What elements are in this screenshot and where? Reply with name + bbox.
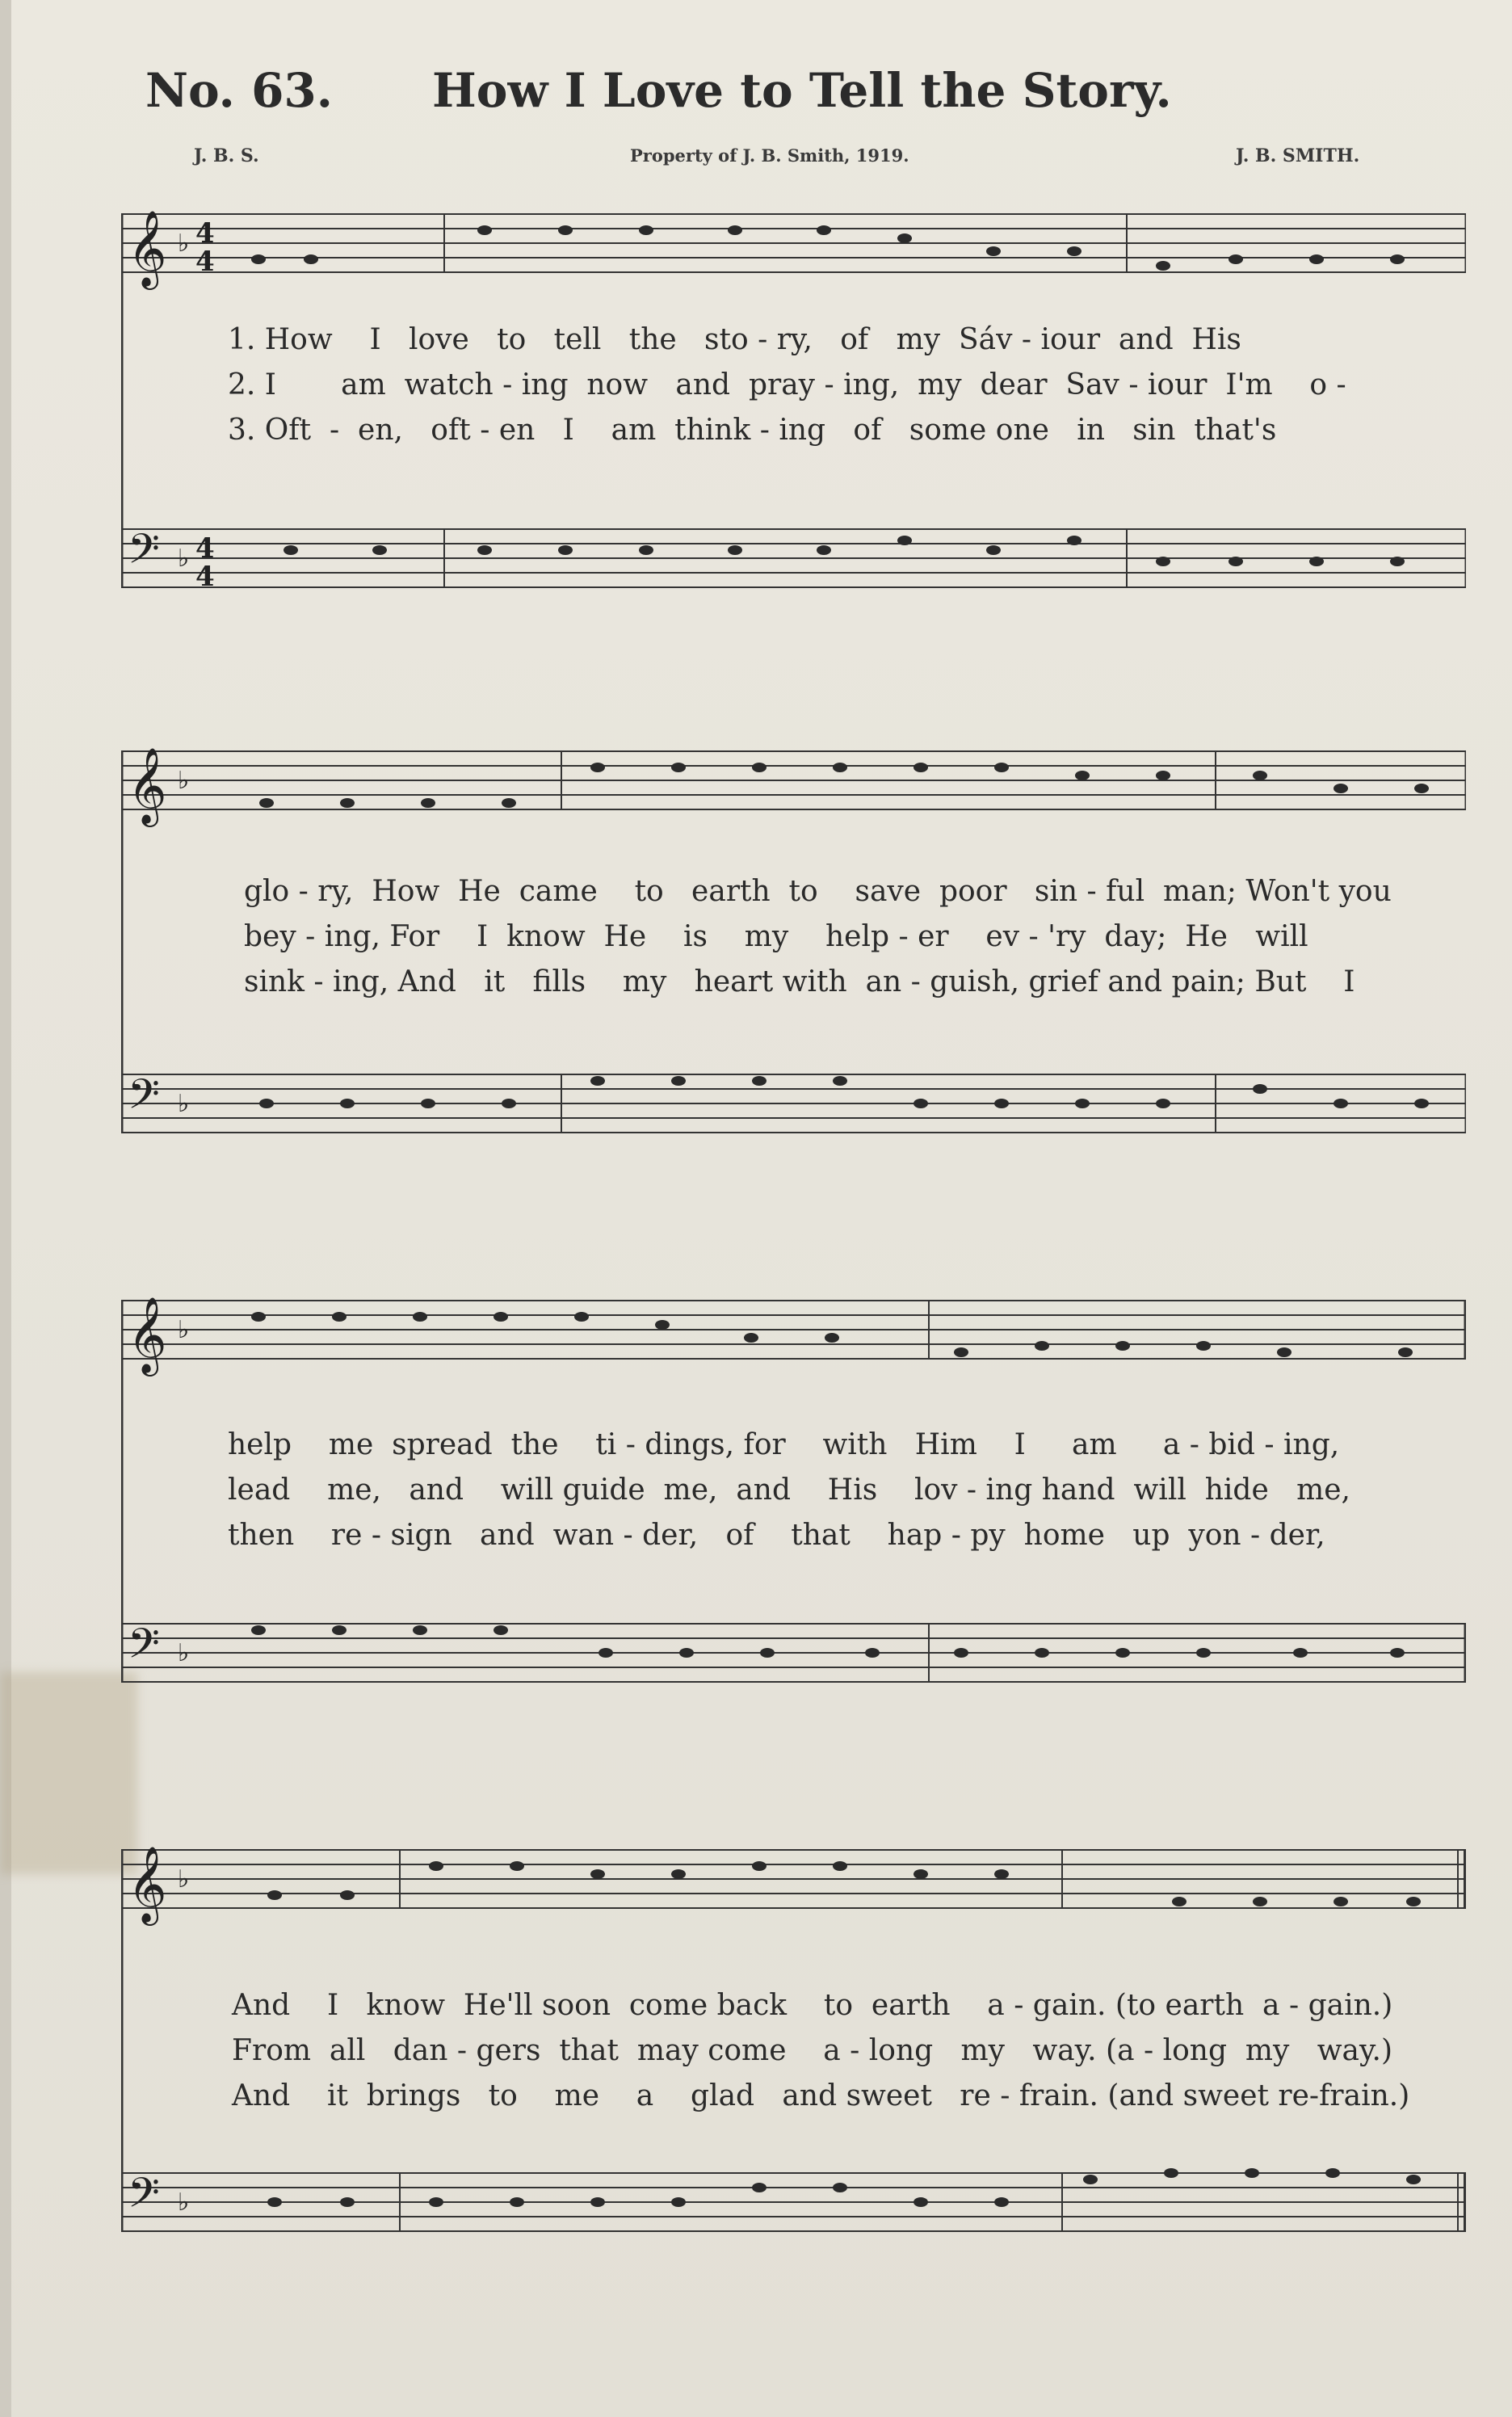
svg-text:𝄢: 𝄢: [128, 524, 160, 583]
svg-text:♭: ♭: [178, 1639, 190, 1667]
lyric-verse-1: glo - ry, How He came to earth to save poor sin - ful man; Won't you: [244, 875, 1392, 908]
lyrics-block-2: [244, 875, 1512, 996]
svg-text:4: 4: [195, 532, 215, 565]
lyrics-block-3: [228, 1428, 1512, 1552]
lyric-verse-2: bey - ing, For I know He is my help - er ev - 'ry day; He will: [244, 920, 1308, 953]
svg-text:♭: ♭: [178, 544, 190, 573]
svg-text:♭: ♭: [178, 1316, 190, 1344]
svg-text:𝄢: 𝄢: [128, 2168, 160, 2227]
lyric-verse-1: help me spread the ti - dings, for with Him I am a - bid - ing,: [228, 1428, 1340, 1461]
lyrics-block-4: [232, 1989, 1512, 2110]
lyric-verse-1: 1. How I love to tell the sto - ry, of my Sáv - iour and His: [228, 323, 1241, 356]
svg-text:♭: ♭: [178, 1090, 190, 1118]
lyric-verse-2: lead me, and will guide me, and His lov - ing hand will hide me,: [228, 1473, 1350, 1507]
svg-text:4: 4: [195, 217, 215, 250]
svg-text:♭: ♭: [178, 2188, 190, 2217]
svg-text:𝄞: 𝄞: [128, 1297, 167, 1373]
lyric-verse-2: 2. I am watch - ing now and pray - ing, my dear Sav - iour I'm o -: [228, 368, 1346, 401]
svg-text:♭: ♭: [178, 1865, 190, 1894]
lyric-verse-3: And it brings to me a glad and sweet re - frain. (and sweet re-frain.): [232, 2079, 1410, 2112]
svg-text:4: 4: [195, 246, 215, 278]
lyric-verse-3: 3. Oft - en, oft - en I am think - ing of some one in sin that's: [228, 414, 1277, 447]
svg-text:4: 4: [195, 561, 215, 593]
hymn-title: How I Love to Tell the Story.: [432, 63, 1172, 118]
paper-stain: [0, 1672, 137, 1874]
lyric-verse-3: sink - ing, And it fills my heart with an - guish, grief and pain; But I: [244, 965, 1355, 998]
lyric-verse-2: From all dan - gers that may come a - long my way. (a - long my way.): [232, 2034, 1393, 2067]
svg-text:♭: ♭: [178, 229, 190, 258]
lyrics-block-1: [228, 323, 1512, 447]
copyright-notice: Property of J. B. Smith, 1919.: [630, 145, 909, 166]
hymn-title-row: [145, 63, 1438, 128]
svg-text:𝄢: 𝄢: [128, 1619, 160, 1678]
svg-text:𝄞: 𝄞: [128, 210, 167, 287]
svg-text:𝄞: 𝄞: [128, 747, 167, 824]
svg-text:♭: ♭: [178, 767, 190, 795]
words-credit: J. B. S.: [194, 145, 259, 166]
svg-text:𝄞: 𝄞: [128, 1846, 167, 1923]
music-credit: J. B. SMITH.: [1236, 145, 1360, 166]
lyric-verse-3: then re - sign and wan - der, of that hap - py home up yon - der,: [228, 1519, 1325, 1552]
page-edge-shadow: [0, 0, 11, 2417]
hymn-number: No. 63.: [145, 63, 333, 118]
lyric-verse-1: And I know He'll soon come back to earth a - gain. (to earth a - gain.): [232, 1989, 1393, 2022]
svg-text:𝄢: 𝄢: [128, 1070, 160, 1129]
